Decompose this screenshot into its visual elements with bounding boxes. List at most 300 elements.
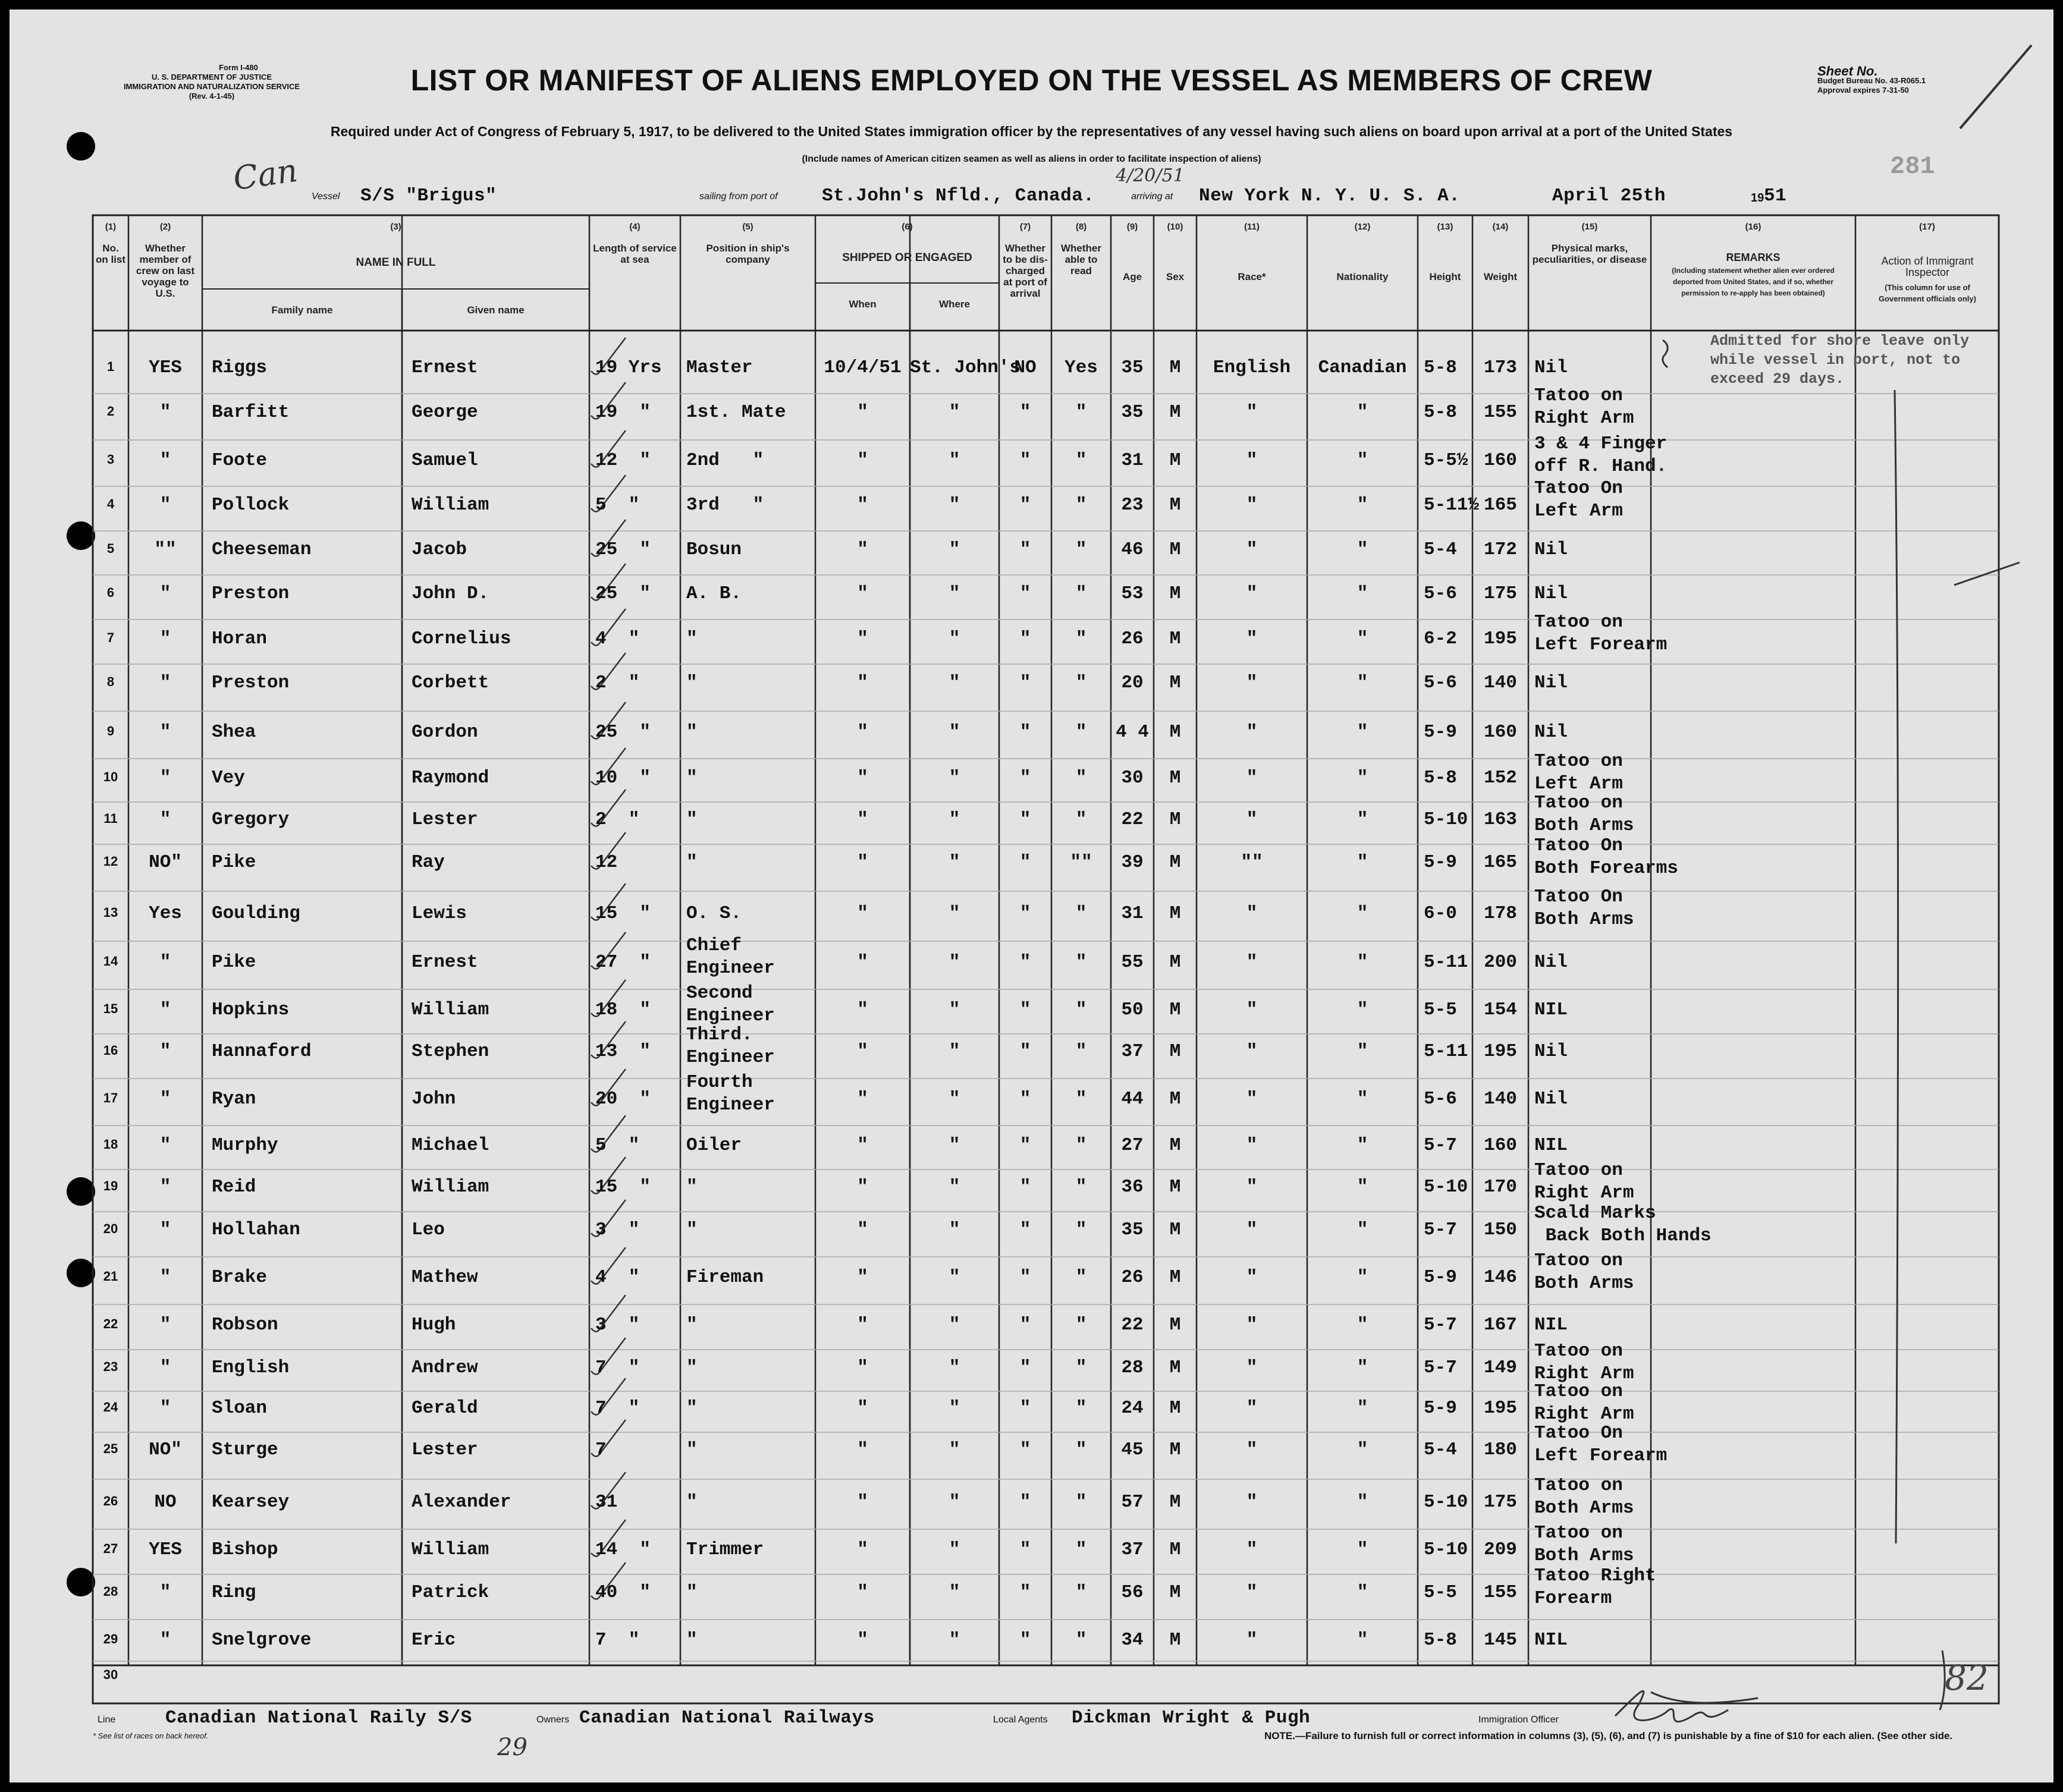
- cell-height: 5-7: [1424, 1357, 1457, 1378]
- cell-sex: M: [1169, 450, 1181, 471]
- cell-service: 25 ": [595, 583, 651, 604]
- cell-sex: M: [1169, 1539, 1181, 1560]
- from-port: St.John's Nfld., Canada.: [822, 186, 1095, 206]
- cell-position: ": [686, 1492, 698, 1513]
- cell-age: 31: [1121, 903, 1144, 924]
- cell-height: 5-8: [1424, 402, 1457, 423]
- cell-position: 3rd ": [686, 495, 764, 515]
- row-number: 11: [103, 811, 118, 826]
- cell-when: ": [857, 1582, 868, 1603]
- cell-when: ": [857, 903, 868, 924]
- cell-marks: Tatoo On Both Arms: [1534, 886, 1634, 930]
- cell-weight: 140: [1484, 672, 1517, 693]
- row-number: 22: [103, 1316, 118, 1331]
- cell-service: 27 ": [595, 952, 651, 973]
- cell-nat: ": [1357, 450, 1368, 471]
- cell-position: Fourth Engineer: [686, 1072, 775, 1115]
- col-label-c8: Whether able to read: [1061, 243, 1101, 276]
- cell-sex: M: [1169, 1357, 1181, 1378]
- cell-marks: Tatoo on Both Arms: [1534, 1523, 1634, 1566]
- cell-prev: NO": [149, 1439, 182, 1460]
- cell-weight: 178: [1484, 903, 1517, 924]
- cell-position: ": [686, 1177, 698, 1197]
- cell-disch: ": [1019, 1135, 1031, 1156]
- cell-position: Oiler: [686, 1135, 742, 1156]
- cell-prev: ": [159, 722, 171, 743]
- cell-when: ": [857, 672, 868, 693]
- cell-disch: ": [1019, 852, 1031, 873]
- cell-sex: M: [1169, 583, 1181, 604]
- cell-sex: M: [1169, 628, 1181, 649]
- cell-service: 12: [595, 852, 618, 873]
- cell-family: Horan: [212, 628, 268, 649]
- col-sub-c17: (This column for use of Government officials only): [1879, 283, 1976, 303]
- cell-disch: ": [1019, 1630, 1031, 1650]
- row-number: 29: [103, 1631, 118, 1646]
- cell-marks: Tatoo On Left Forearm: [1534, 1423, 1668, 1466]
- col-num-c12: (12): [1354, 222, 1371, 232]
- cell-age: 30: [1121, 768, 1144, 788]
- cell-age: 35: [1121, 402, 1144, 423]
- cell-disch: ": [1019, 539, 1031, 560]
- cell-height: 5-9: [1424, 1267, 1457, 1288]
- col-num-c14: (14): [1492, 222, 1509, 232]
- row-number: 12: [103, 854, 118, 869]
- cell-where: ": [949, 809, 960, 830]
- cell-where: ": [949, 539, 960, 560]
- cell-service: 15 ": [595, 1177, 651, 1197]
- cell-service: 25 ": [595, 539, 651, 560]
- cell-when: ": [857, 450, 868, 471]
- row-number: 4: [106, 496, 115, 511]
- cell-where: ": [949, 495, 960, 515]
- cell-prev: ": [159, 1219, 171, 1240]
- cell-position: Third. Engineer: [686, 1024, 775, 1068]
- cell-sex: M: [1169, 1135, 1181, 1156]
- col-num-c17: (17): [1919, 222, 1935, 232]
- col-num-c2: (2): [159, 222, 171, 232]
- cell-nat: ": [1357, 903, 1368, 924]
- cell-sex: M: [1169, 539, 1181, 560]
- cell-height: 5-9: [1424, 722, 1457, 743]
- cell-marks: Tatoo on Right Arm: [1534, 1160, 1634, 1203]
- cell-race: ": [1246, 999, 1258, 1020]
- cell-prev: ": [159, 1089, 171, 1109]
- cell-read: ": [1075, 402, 1087, 423]
- cell-marks: NIL: [1534, 1630, 1568, 1650]
- cell-age: 39: [1121, 852, 1144, 873]
- cell-height: 5-10: [1424, 1177, 1468, 1197]
- cell-marks: Nil: [1534, 672, 1568, 693]
- cell-nat: ": [1357, 402, 1368, 423]
- cell-family: Shea: [212, 722, 256, 743]
- cell-prev: Yes: [149, 903, 182, 924]
- cell-where: ": [949, 450, 960, 471]
- cell-family: Ryan: [212, 1089, 256, 1109]
- cell-when: ": [857, 1219, 868, 1240]
- service-name: IMMIGRATION AND NATURALIZATION SERVICE: [123, 82, 300, 91]
- cell-nat: ": [1357, 1135, 1368, 1156]
- cell-weight: 160: [1484, 722, 1517, 743]
- cell-sex: M: [1169, 1219, 1181, 1240]
- cell-family: Sturge: [212, 1439, 278, 1460]
- arrival-date: April 25th: [1552, 186, 1666, 206]
- cell-nat: Canadian: [1318, 357, 1407, 378]
- col-label-c2: Whether member of crew on last voyage to U.S.: [136, 243, 195, 299]
- cell-weight: 150: [1484, 1219, 1517, 1240]
- cell-where: ": [949, 1439, 960, 1460]
- vessel-name: S/S "Brigus": [360, 186, 497, 206]
- cell-race: English: [1213, 357, 1291, 378]
- cell-prev: "": [154, 539, 177, 560]
- cell-prev: ": [159, 999, 171, 1020]
- cell-read: ": [1075, 952, 1087, 973]
- cell-weight: 160: [1484, 1135, 1517, 1156]
- col-num-c11: (11): [1244, 222, 1260, 232]
- cell-sex: M: [1169, 1177, 1181, 1197]
- col-num-c8: (8): [1075, 222, 1087, 232]
- cell-read: ": [1075, 809, 1087, 830]
- cell-position: Chief Engineer: [686, 935, 775, 979]
- cell-when: ": [857, 1630, 868, 1650]
- cell-given: Hugh: [412, 1315, 456, 1335]
- row-number: 3: [106, 452, 115, 467]
- col-num-c10: (10): [1167, 222, 1183, 232]
- page-title: LIST OR MANIFEST OF ALIENS EMPLOYED ON THE VESSEL AS MEMBERS OF CREW: [410, 64, 1653, 97]
- cell-read: ": [1075, 1439, 1087, 1460]
- cell-race: ": [1246, 1630, 1258, 1650]
- cell-age: 22: [1121, 809, 1144, 830]
- cell-race: ": [1246, 1315, 1258, 1335]
- col-num-c6: (6): [902, 222, 913, 232]
- cell-where: ": [949, 1315, 960, 1335]
- cell-where: ": [949, 852, 960, 873]
- cell-sex: M: [1169, 852, 1181, 873]
- cell-read: ": [1075, 1315, 1087, 1335]
- cell-position: Master: [686, 357, 753, 378]
- cell-disch: ": [1019, 672, 1031, 693]
- cell-when: ": [857, 1315, 868, 1335]
- cell-weight: 200: [1484, 952, 1517, 973]
- cell-nat: ": [1357, 1630, 1368, 1650]
- cell-when: ": [857, 1267, 868, 1288]
- col-label-c16: REMARKS: [1726, 251, 1781, 263]
- cell-age: 50: [1121, 999, 1144, 1020]
- budget-bureau: Budget Bureau No. 43-R065.1: [1817, 76, 1926, 85]
- remarks-stamp: Admitted for shore leave only while vessel in port, not to exceed 29 days.: [1710, 332, 1970, 388]
- cell-age: 36: [1121, 1177, 1144, 1197]
- cell-disch: ": [1019, 1089, 1031, 1109]
- cell-read: Yes: [1065, 357, 1098, 378]
- cell-family: Ring: [212, 1582, 256, 1603]
- cell-age: 4 4: [1116, 722, 1149, 743]
- cell-where: ": [949, 1398, 960, 1419]
- year-prefix: 19: [1751, 191, 1764, 205]
- cell-when: ": [857, 1041, 868, 1062]
- cell-service: 14 ": [595, 1539, 651, 1560]
- cell-prev: ": [159, 402, 171, 423]
- cell-position: Trimmer: [686, 1539, 764, 1560]
- cell-read: ": [1075, 903, 1087, 924]
- cell-read: ": [1075, 1267, 1087, 1288]
- col-label-c10: Sex: [1166, 271, 1185, 282]
- cell-height: 5-6: [1424, 672, 1457, 693]
- cell-given: Ernest: [412, 952, 478, 973]
- subtitle: Required under Act of Congress of February 5, 1917, to be delivered to the United States immigration officer by the representatives of any vessel having such aliens on board upon arrival at a port of the United States: [330, 124, 1733, 139]
- cell-position: Second Engineer: [686, 983, 775, 1026]
- cell-given: Lester: [412, 1439, 478, 1460]
- cell-height: 6-2: [1424, 628, 1457, 649]
- cell-when: ": [857, 1439, 868, 1460]
- col-num-c16: (16): [1745, 222, 1761, 232]
- cell-prev: ": [159, 1357, 171, 1378]
- cell-family: Hollahan: [212, 1219, 300, 1240]
- line-label: Line: [98, 1715, 116, 1725]
- cell-nat: ": [1357, 583, 1368, 604]
- cell-given: Eric: [412, 1630, 456, 1650]
- cell-given: Ernest: [412, 357, 478, 378]
- cell-age: 35: [1121, 1219, 1144, 1240]
- row-number: 8: [106, 674, 115, 689]
- cell-weight: 149: [1484, 1357, 1517, 1378]
- cell-height: 5-6: [1424, 583, 1457, 604]
- cell-read: ": [1075, 1539, 1087, 1560]
- cell-sex: M: [1169, 672, 1181, 693]
- arriving-label: arriving at: [1131, 191, 1173, 202]
- cell-race: ": [1246, 1219, 1258, 1240]
- cell-service: 18 ": [595, 999, 651, 1020]
- cell-nat: ": [1357, 1177, 1368, 1197]
- cell-given: George: [412, 402, 478, 423]
- cell-marks: Tatoo on Both Arms: [1534, 793, 1634, 836]
- cell-marks: Nil: [1534, 1089, 1568, 1109]
- cell-nat: ": [1357, 852, 1368, 873]
- cell-disch: ": [1019, 1398, 1031, 1419]
- cell-race: ": [1246, 768, 1258, 788]
- cell-marks: Tatoo Right Forearm: [1534, 1565, 1656, 1609]
- cell-family: Pollock: [212, 495, 290, 515]
- row-number: 25: [103, 1441, 118, 1456]
- cell-given: William: [412, 495, 489, 515]
- cell-disch: ": [1019, 1041, 1031, 1062]
- cell-disch: ": [1019, 809, 1031, 830]
- cell-nat: ": [1357, 1267, 1368, 1288]
- cell-race: ": [1246, 495, 1258, 515]
- cell-weight: 175: [1484, 583, 1517, 604]
- cell-when: ": [857, 1398, 868, 1419]
- cell-prev: ": [159, 809, 171, 830]
- cell-prev: ": [159, 1398, 171, 1419]
- vessel-hand-code: Can: [231, 151, 300, 198]
- cell-nat: ": [1357, 1439, 1368, 1460]
- cell-sex: M: [1169, 402, 1181, 423]
- cell-read: ": [1075, 1219, 1087, 1240]
- cell-weight: 173: [1484, 357, 1517, 378]
- cell-age: 44: [1121, 1089, 1144, 1109]
- cell-weight: 195: [1484, 1041, 1517, 1062]
- col-num-c9: (9): [1126, 222, 1138, 232]
- cell-age: 23: [1121, 495, 1144, 515]
- cell-when: ": [857, 1357, 868, 1378]
- cell-disch: ": [1019, 1539, 1031, 1560]
- cell-service: 5 ": [595, 1135, 640, 1156]
- cell-sex: M: [1169, 1041, 1181, 1062]
- cell-nat: ": [1357, 495, 1368, 515]
- cell-given: Raymond: [412, 768, 489, 788]
- col-when-label: When: [849, 298, 877, 310]
- cell-position: ": [686, 722, 698, 743]
- cell-disch: ": [1019, 1357, 1031, 1378]
- cell-marks: Tatoo on Right Arm: [1534, 1381, 1634, 1425]
- cell-when: ": [857, 1539, 868, 1560]
- cell-position: ": [686, 768, 698, 788]
- cell-nat: ": [1357, 768, 1368, 788]
- cell-marks: Tatoo on Both Arms: [1534, 1475, 1634, 1519]
- col-label-c15: Physical marks, peculiarities, or disease: [1532, 243, 1647, 265]
- cell-disch: ": [1019, 1267, 1031, 1288]
- cell-height: 5-7: [1424, 1135, 1457, 1156]
- cell-race: ": [1246, 402, 1258, 423]
- row-number: 16: [103, 1043, 118, 1058]
- cell-position: 1st. Mate: [686, 402, 786, 423]
- cell-weight: 165: [1484, 852, 1517, 873]
- cell-given: Corbett: [412, 672, 489, 693]
- cell-position: ": [686, 628, 698, 649]
- agents-label: Local Agents: [993, 1715, 1048, 1725]
- cell-service: 25 ": [595, 722, 651, 743]
- cell-race: ": [1246, 1398, 1258, 1419]
- cell-position: ": [686, 1219, 698, 1240]
- cell-prev: ": [159, 583, 171, 604]
- cell-sex: M: [1169, 495, 1181, 515]
- cell-weight: 152: [1484, 768, 1517, 788]
- cell-service: 7 ": [595, 1630, 640, 1650]
- cell-given: Gordon: [412, 722, 478, 743]
- cell-weight: 145: [1484, 1630, 1517, 1650]
- cell-read: ": [1075, 583, 1087, 604]
- cell-family: Pike: [212, 952, 256, 973]
- row-number: 6: [106, 585, 115, 600]
- cell-nat: ": [1357, 1041, 1368, 1062]
- cell-height: 5-7: [1424, 1219, 1457, 1240]
- cell-race: ": [1246, 1267, 1258, 1288]
- cell-nat: ": [1357, 1582, 1368, 1603]
- cell-race: ": [1246, 1135, 1258, 1156]
- cell-age: 26: [1121, 628, 1144, 649]
- cell-disch: ": [1019, 722, 1031, 743]
- cell-race: ": [1246, 583, 1258, 604]
- cell-nat: ": [1357, 539, 1368, 560]
- cell-position: ": [686, 672, 698, 693]
- cell-age: 28: [1121, 1357, 1144, 1378]
- row-number: 2: [106, 404, 115, 419]
- cell-where: ": [949, 1089, 960, 1109]
- cell-age: 24: [1121, 1398, 1144, 1419]
- row-number: 20: [103, 1221, 118, 1236]
- row-number: 28: [103, 1584, 118, 1599]
- cell-marks: Tatoo On Left Arm: [1534, 478, 1623, 521]
- cell-family: Reid: [212, 1177, 256, 1197]
- cell-disch: ": [1019, 1219, 1031, 1240]
- cell-where: ": [949, 722, 960, 743]
- line-value: Canadian National Raily S/S: [165, 1708, 472, 1728]
- col-num-c7: (7): [1019, 222, 1031, 232]
- cell-nat: ": [1357, 722, 1368, 743]
- col-where-label: Where: [939, 298, 970, 310]
- cell-marks: Tatoo on Right Arm: [1534, 385, 1634, 429]
- row-number: 14: [103, 954, 118, 969]
- row-number: 7: [106, 630, 115, 645]
- cell-where: ": [949, 1630, 960, 1650]
- cell-family: Bishop: [212, 1539, 278, 1560]
- cell-service: 4 ": [595, 628, 640, 649]
- cell-given: Andrew: [412, 1357, 478, 1378]
- cell-service: 4 ": [595, 1267, 640, 1288]
- cell-height: 5-10: [1424, 1492, 1468, 1513]
- cell-race: ": [1246, 903, 1258, 924]
- cell-given: Michael: [412, 1135, 489, 1156]
- hand-corner-number: 82: [1945, 1658, 1989, 1698]
- cell-height: 5-5: [1424, 1582, 1457, 1603]
- cell-weight: 195: [1484, 628, 1517, 649]
- cell-given: Mathew: [412, 1267, 478, 1288]
- cell-position: ": [686, 1630, 698, 1650]
- cell-where: ": [949, 1135, 960, 1156]
- row-number: 17: [103, 1090, 118, 1105]
- cell-marks: Nil: [1534, 722, 1568, 743]
- row-number: 23: [103, 1359, 118, 1374]
- cell-family: Sloan: [212, 1398, 268, 1419]
- cell-weight: 160: [1484, 450, 1517, 471]
- cell-where: ": [949, 1219, 960, 1240]
- col-label-c6: SHIPPED OR ENGAGED: [842, 251, 972, 264]
- col-label-c3: NAME IN FULL: [356, 256, 436, 269]
- cell-family: Riggs: [212, 357, 268, 378]
- cell-weight: 180: [1484, 1439, 1517, 1460]
- cell-sex: M: [1169, 952, 1181, 973]
- col-num-c13: (13): [1437, 222, 1453, 232]
- cell-weight: 140: [1484, 1089, 1517, 1109]
- cell-disch: ": [1019, 1492, 1031, 1513]
- row-number: 9: [106, 724, 115, 738]
- cell-marks: NIL: [1534, 1315, 1568, 1335]
- cell-where: ": [949, 768, 960, 788]
- cell-prev: ": [159, 1177, 171, 1197]
- row-number: 21: [103, 1269, 118, 1284]
- cell-given: Leo: [412, 1219, 445, 1240]
- col-label-c9: Age: [1122, 271, 1142, 282]
- cell-family: Gregory: [212, 809, 290, 830]
- cell-sex: M: [1169, 1267, 1181, 1288]
- cell-weight: 195: [1484, 1398, 1517, 1419]
- cell-marks: Nil: [1534, 357, 1568, 378]
- cell-disch: ": [1019, 402, 1031, 423]
- cell-race: ": [1246, 539, 1258, 560]
- cell-prev: ": [159, 1582, 171, 1603]
- cell-family: Murphy: [212, 1135, 278, 1156]
- cell-service: 40 ": [595, 1582, 651, 1603]
- cell-service: 19 ": [595, 402, 651, 423]
- cell-prev: ": [159, 1135, 171, 1156]
- col-label-c7: Whether to be dis-charged at port of arrival: [1003, 243, 1048, 299]
- cell-where: ": [949, 402, 960, 423]
- cell-family: Pike: [212, 852, 256, 873]
- cell-marks: Tatoo on Left Forearm: [1534, 612, 1668, 655]
- cell-disch: ": [1019, 1439, 1031, 1460]
- cell-read: ": [1075, 1582, 1087, 1603]
- cell-service: 7: [595, 1439, 607, 1460]
- cell-height: 5-6: [1424, 1089, 1457, 1109]
